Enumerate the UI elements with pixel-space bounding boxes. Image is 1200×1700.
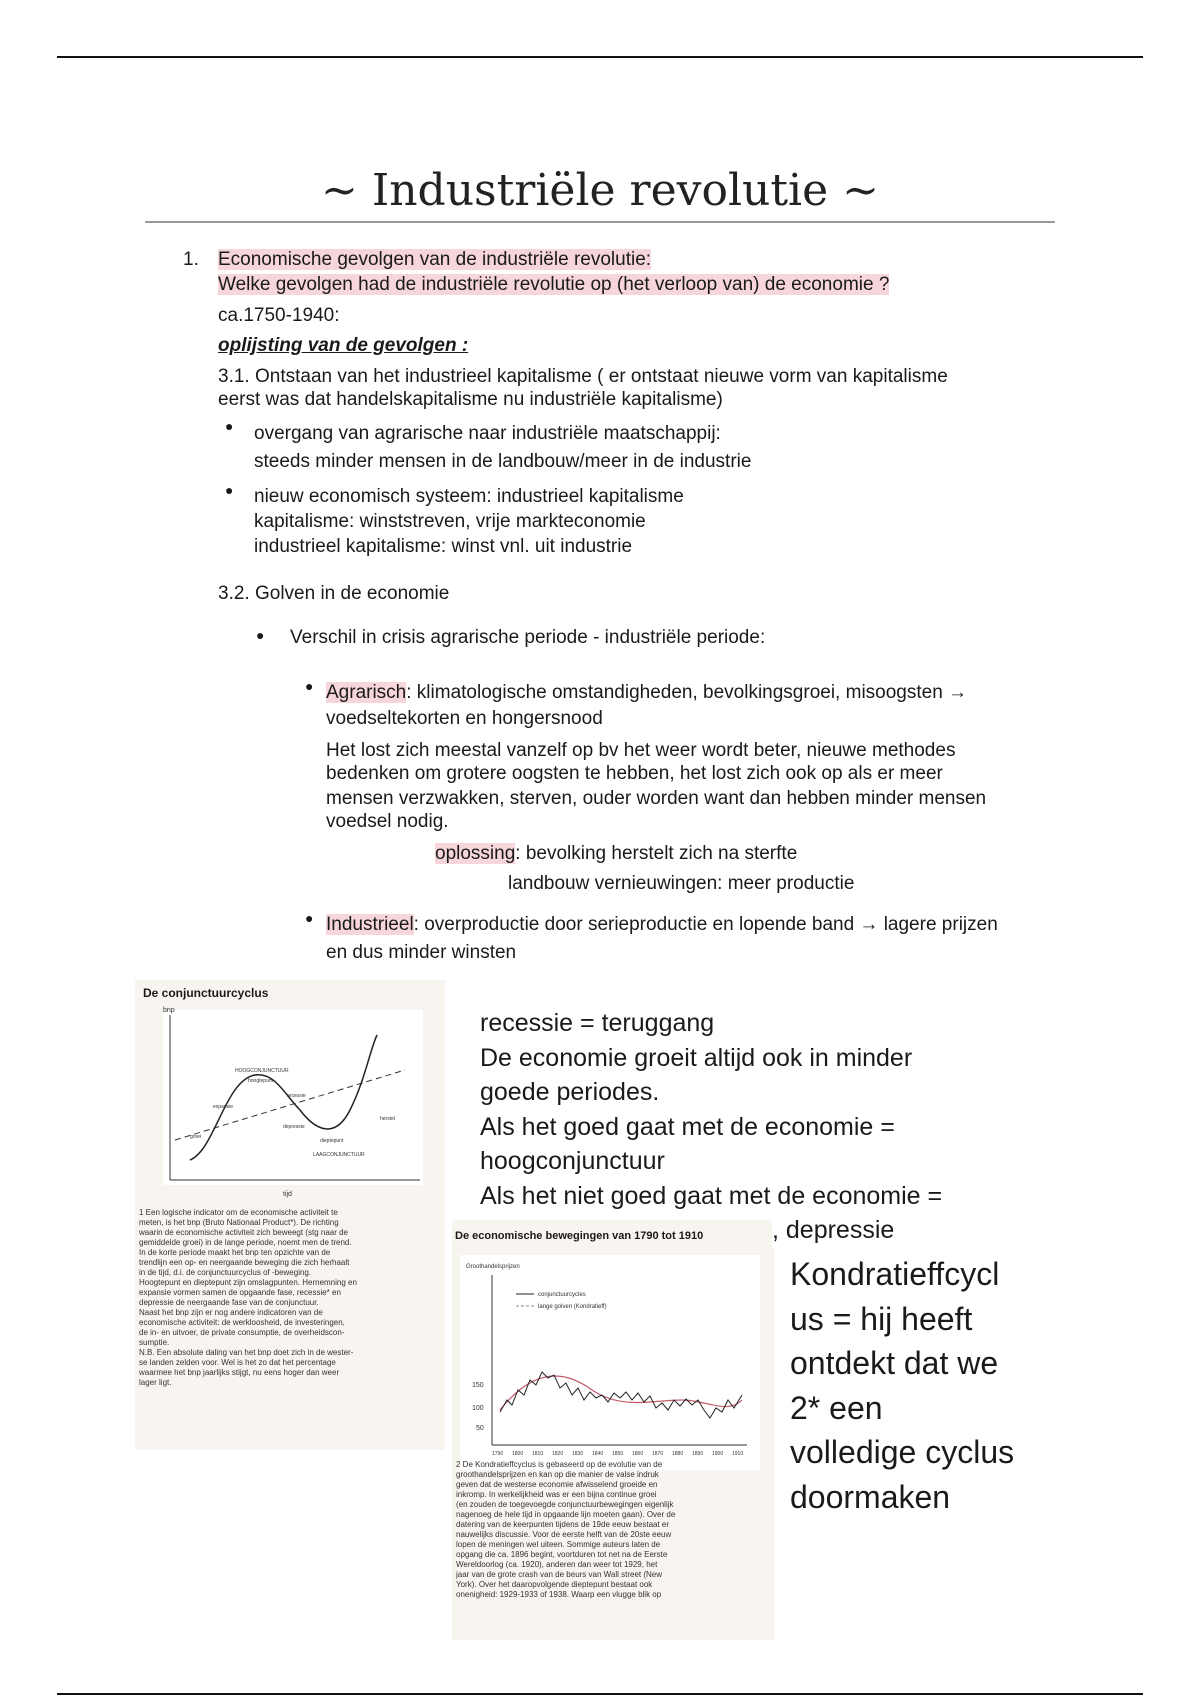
x-tick: 1820: [552, 1451, 564, 1457]
oplossing-line2: landbouw vernieuwingen: meer productie: [508, 873, 855, 894]
caption-line: onenigheid: 1929-1933 of 1938. Waarp een vlugge blik op: [456, 1590, 662, 1599]
s31-b2-l2: kapitalisme: winststreven, vrije markteconomie: [254, 511, 646, 532]
caption-line: depressie de neergaande fase van de conjunctuur.: [139, 1298, 319, 1307]
caption-line: se landen zelden voor. Wel is het zo dat het percentage: [139, 1358, 336, 1367]
bottom-rule: [57, 1693, 1143, 1695]
caption-line: waarin de economische activiteit zich beweegt (stg naar de: [139, 1228, 348, 1237]
figure1-caption: [139, 1208, 439, 1388]
bullet-icon: ●: [305, 910, 314, 926]
section-number: 1.: [183, 249, 199, 270]
figure-conjunctuurcyclus: [135, 980, 445, 1450]
caption-line: jaar van de grote crash van de beurs van Wall street (New: [456, 1570, 663, 1579]
x-tick: 1840: [592, 1451, 604, 1457]
agrarisch-label: Agrarisch: [326, 682, 407, 703]
y-tick: 50: [476, 1425, 484, 1432]
caption-line: Naast het bnp zijn er nog andere indicatoren van de: [139, 1308, 323, 1317]
x-tick: 1880: [672, 1451, 684, 1457]
x-tick: 1870: [652, 1451, 664, 1457]
kondratieff-line: Kondratieffcycl: [790, 1256, 1000, 1292]
caption-line: lopen de meningen wel uiteen. Sommige auteurs laten de: [456, 1540, 661, 1549]
caption-line: inkromp. In werkelijkheid was er een bijna continue groei: [456, 1490, 657, 1499]
note-line: De economie groeit altijd ook in minder: [480, 1043, 913, 1072]
figure2-plot-area: [460, 1255, 760, 1470]
kondratieff-line: us = hij heeft: [790, 1300, 973, 1337]
label-herstel: herstel: [380, 1116, 396, 1122]
note-depressie: , depressie: [772, 1213, 894, 1248]
s31-b2-l1: nieuw economisch systeem: industrieel kapitalisme: [254, 486, 684, 507]
s32-b1: Verschil in crisis agrarische periode - industriële periode:: [290, 627, 766, 648]
y-tick: 150: [472, 1382, 484, 1389]
caption-line: Wereldoorlog (ca. 1920), anderen dan weer tot 1929, het: [456, 1560, 658, 1569]
section-heading-text: Economische gevolgen van de industriële revolutie:: [218, 249, 652, 270]
title-underline: [145, 221, 1055, 223]
x-tick: 1890: [692, 1451, 704, 1457]
caption-line: trendlijn een op- en neergaande beweging die zich herhaalt: [139, 1258, 350, 1267]
figure2-graph: [452, 1250, 774, 1475]
label-expansie: expansie: [213, 1104, 234, 1110]
agrarisch-line2: voedseltekorten en hongersnood: [326, 708, 603, 729]
legend-entry: conjunctuurcycles: [538, 1292, 586, 1298]
bullet-icon: ●: [256, 627, 265, 643]
industrieel-line1: [326, 912, 998, 937]
x-tick: 1800: [512, 1451, 524, 1457]
s31-line1: 3.1. Ontstaan van het industrieel kapitalisme ( er ontstaat nieuwe vorm van kapitalisme: [218, 366, 948, 387]
x-tick: 1790: [492, 1451, 504, 1457]
industrieel-line2: en dus minder winsten: [326, 942, 517, 963]
caption-line: lager ligt.: [139, 1378, 172, 1387]
agrarisch-para-3: mensen verzwakken, sterven, ouder worden want dan hebben minder mensen: [326, 788, 987, 809]
caption-line: geven dat de westerse economie afwisselend groeide en: [456, 1480, 658, 1489]
caption-line: Hoogtepunt en dieptepunt zijn omslagpunten. Hernemning en: [139, 1278, 357, 1287]
figure2-title: De economische bewegingen van 1790 tot 1910: [455, 1230, 704, 1242]
caption-line: de in- en uitvoer, de private consumptie, de overheidscon-: [139, 1328, 345, 1337]
caption-line: datering van de keerpunten tijdens de 19de eeuw bestaat er: [456, 1520, 670, 1529]
caption-line: waarmee het bnp jaarlijks stijgt, nu eens hoger dan weer: [139, 1368, 340, 1377]
kondratieff-line: volledige cyclus: [790, 1434, 1015, 1470]
oplossing-label: oplossing: [435, 843, 516, 864]
label-hoogconjunctuur: HOOGCONJUNCTUUR: [235, 1068, 289, 1074]
note-line: goede periodes.: [480, 1078, 660, 1106]
section-question-text: Welke gevolgen had de industriële revolutie op (het verloop van) de economie ?: [218, 274, 890, 295]
caption-line: nauwelijks discussie. Voor de eerste helft van de 20ste eeuw: [456, 1530, 672, 1539]
caption-line: opgang die ca. 1896 begint, voortduren tot net na de Eerste: [456, 1550, 668, 1559]
caption-line: in de tijd, d.i. de conjunctuurcyclus of -beweging.: [139, 1268, 312, 1277]
oplossing-text: : bevolking herstelt zich na sterfte: [515, 843, 798, 864]
label-hoogtepunt: hoogtepunt: [248, 1078, 274, 1084]
caption-line: 1 Een logische indicator om de economische activiteit te: [139, 1208, 338, 1217]
label-depressie: depressie: [283, 1124, 305, 1130]
kondratieff-line: 2* een: [790, 1389, 883, 1426]
agrarisch-line1: [326, 680, 967, 705]
agrarisch-para-2: bedenken om grotere oogsten te hebben, het lost zich ook op als er meer: [326, 763, 943, 784]
section-heading: [218, 247, 651, 272]
label-recessie: recessie: [287, 1093, 306, 1099]
caption-line: sumptie.: [139, 1338, 170, 1347]
s31-b2-l3: industrieel kapitalisme: winst vnl. uit industrie: [254, 536, 633, 557]
period: ca.1750-1940:: [218, 305, 340, 326]
s31-b1-l2: steeds minder mensen in de landbouw/meer in de industrie: [254, 451, 752, 472]
figure1-xlabel: tijd: [283, 1191, 292, 1198]
industrieel-text: : overproductie door serieproductie en lopende band → lagere prijzen: [413, 914, 998, 935]
caption-line: In de korte periode maakt het bnp ten opzichte van de: [139, 1248, 331, 1257]
figure2-ylabel: Groothandelsprijzen: [466, 1264, 520, 1270]
y-tick: 100: [472, 1405, 484, 1412]
caption-line: (en zouden de toegevoegde conjunctuurbewegingen eigenlijk: [456, 1500, 674, 1509]
kondratieff-note: [790, 1252, 1014, 1519]
list-title: oplijsting van de gevolgen :: [218, 335, 469, 356]
caption-line: economische activiteit: de werkloosheid, de investeringen,: [139, 1318, 345, 1327]
x-tick: 1860: [632, 1451, 644, 1457]
label-dieptepunt: dieptepunt: [320, 1138, 344, 1144]
section-question: [218, 272, 889, 297]
note-line: hoogconjunctuur: [480, 1147, 665, 1175]
kondratieff-line: ontdekt dat we: [790, 1345, 999, 1381]
caption-line: York). Over het daaropvolgende dieptepunt bestaat ook: [456, 1580, 653, 1589]
x-tick: 1810: [532, 1451, 544, 1457]
caption-line: groothandelsprijzen en kan op die manier de valse indruk: [456, 1470, 659, 1479]
note-line: recessie = teruggang: [480, 1009, 715, 1037]
caption-line: N.B. Een absolute daling van het bnp doet zich in de wester-: [139, 1348, 354, 1357]
bullet-icon: ●: [225, 418, 234, 434]
x-tick: 1910: [732, 1451, 744, 1457]
top-rule: [57, 56, 1143, 58]
agrarisch-text: : klimatologische omstandigheden, bevolkingsgroei, misoogsten →: [406, 682, 968, 703]
caption-line: gemiddelde groei) in de lange periode, noemt men de trend.: [139, 1238, 352, 1247]
figure1-graph: [135, 1000, 445, 1235]
x-tick: 1830: [572, 1451, 584, 1457]
bullet-icon: ●: [225, 482, 234, 498]
figure2-caption: [456, 1460, 768, 1600]
label-laagconjunctuur: LAAGCONJUNCTUUR: [313, 1152, 365, 1158]
bullet-icon: ●: [305, 678, 314, 694]
kondratieff-line: doormaken: [790, 1478, 951, 1515]
notes-block: [480, 1006, 942, 1213]
figure-economische-bewegingen: [452, 1220, 774, 1640]
x-tick: 1900: [712, 1451, 724, 1457]
x-tick: 1850: [612, 1451, 624, 1457]
caption-line: expansie vormen samen de opgaande fase, recessie* en: [139, 1288, 341, 1297]
industrieel-label: Industrieel: [326, 914, 414, 935]
s31-line2: eerst was dat handelskapitalisme nu industriële kapitalisme): [218, 389, 723, 410]
caption-line: 2 De Kondratieffcyclus is gebaseerd op de evolutie van de: [456, 1460, 663, 1469]
legend-entry: lange golven (Kondratieff): [538, 1304, 607, 1310]
page-title: ~ Industriële revolutie ~: [320, 165, 880, 216]
figure1-ylabel: bnp: [163, 1007, 175, 1014]
s32-heading: 3.2. Golven in de economie: [218, 583, 450, 604]
note-line: Als het goed gaat met de economie =: [480, 1112, 895, 1141]
label-groei: groei: [190, 1134, 202, 1140]
figure1-title: De conjunctuurcyclus: [143, 986, 269, 1000]
oplossing-line1: [435, 841, 797, 866]
s31-b1-l1: overgang van agrarische naar industriële maatschappij:: [254, 423, 721, 444]
note-line: Als het niet goed gaat met de economie =: [480, 1181, 943, 1210]
caption-line: nagenoeg de hele tijd in opgaande lijn moeten gaan). Over de: [456, 1510, 676, 1519]
agrarisch-para-4: voedsel nodig.: [326, 811, 449, 832]
agrarisch-para-1: Het lost zich meestal vanzelf op bv het weer wordt beter, nieuwe methodes: [326, 740, 956, 761]
caption-line: meten, is het bnp (Bruto Nationaal Product*). De richting: [139, 1218, 339, 1227]
